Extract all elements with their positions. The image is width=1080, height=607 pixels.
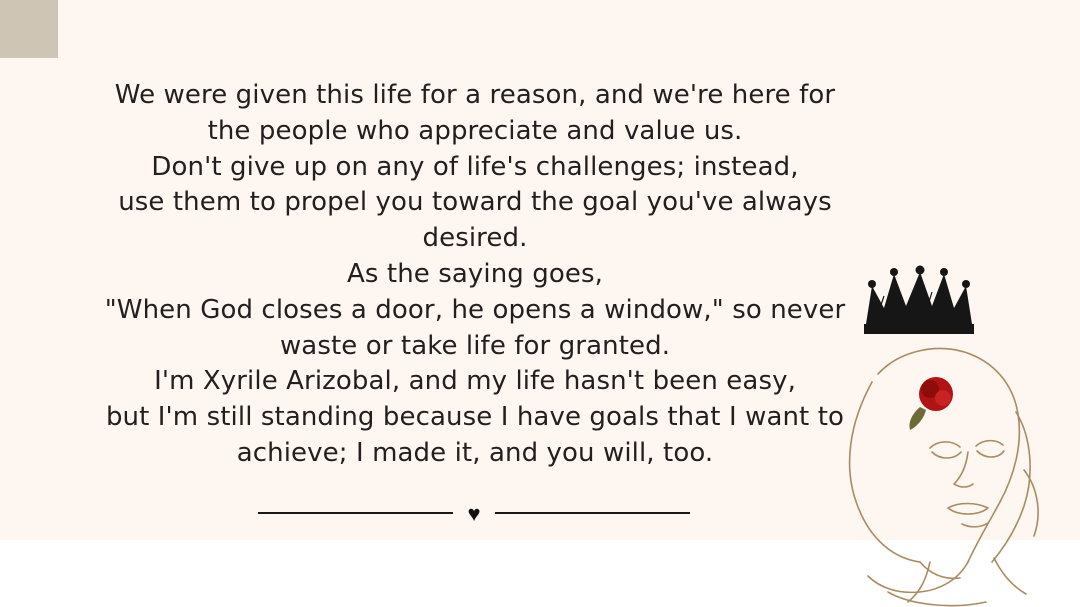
cream-panel-left-strip <box>0 58 58 540</box>
divider <box>258 500 690 526</box>
corner-accent-block <box>0 0 58 58</box>
quote-line: but I'm still standing because I have goals that I want to <box>105 402 845 433</box>
quote-line: the people who appreciate and value us. <box>207 115 743 146</box>
divider-rule-left <box>258 512 453 514</box>
divider-rule-right <box>495 512 690 514</box>
quote-line: We were given this life for a reason, and we're here for <box>114 80 836 110</box>
quote-text <box>60 78 890 472</box>
quote-line: I'm Xyrile Arizobal, and my life hasn't been easy, <box>154 366 796 397</box>
quote-line: "When God closes a door, he opens a window," so never <box>104 294 846 325</box>
heart-icon: ♥ <box>467 501 481 526</box>
quote-line: achieve; I made it, and you will, too. <box>236 437 714 468</box>
bottom-white-strip <box>0 540 1080 607</box>
quote-line: waste or take life for granted. <box>279 330 671 361</box>
quote-line: desired. <box>422 223 528 254</box>
quote-line: Don't give up on any of life's challenges; instead, <box>151 151 799 182</box>
quote-line: use them to propel you toward the goal you've always <box>118 187 832 218</box>
quote-line: As the saying goes, <box>347 258 603 289</box>
